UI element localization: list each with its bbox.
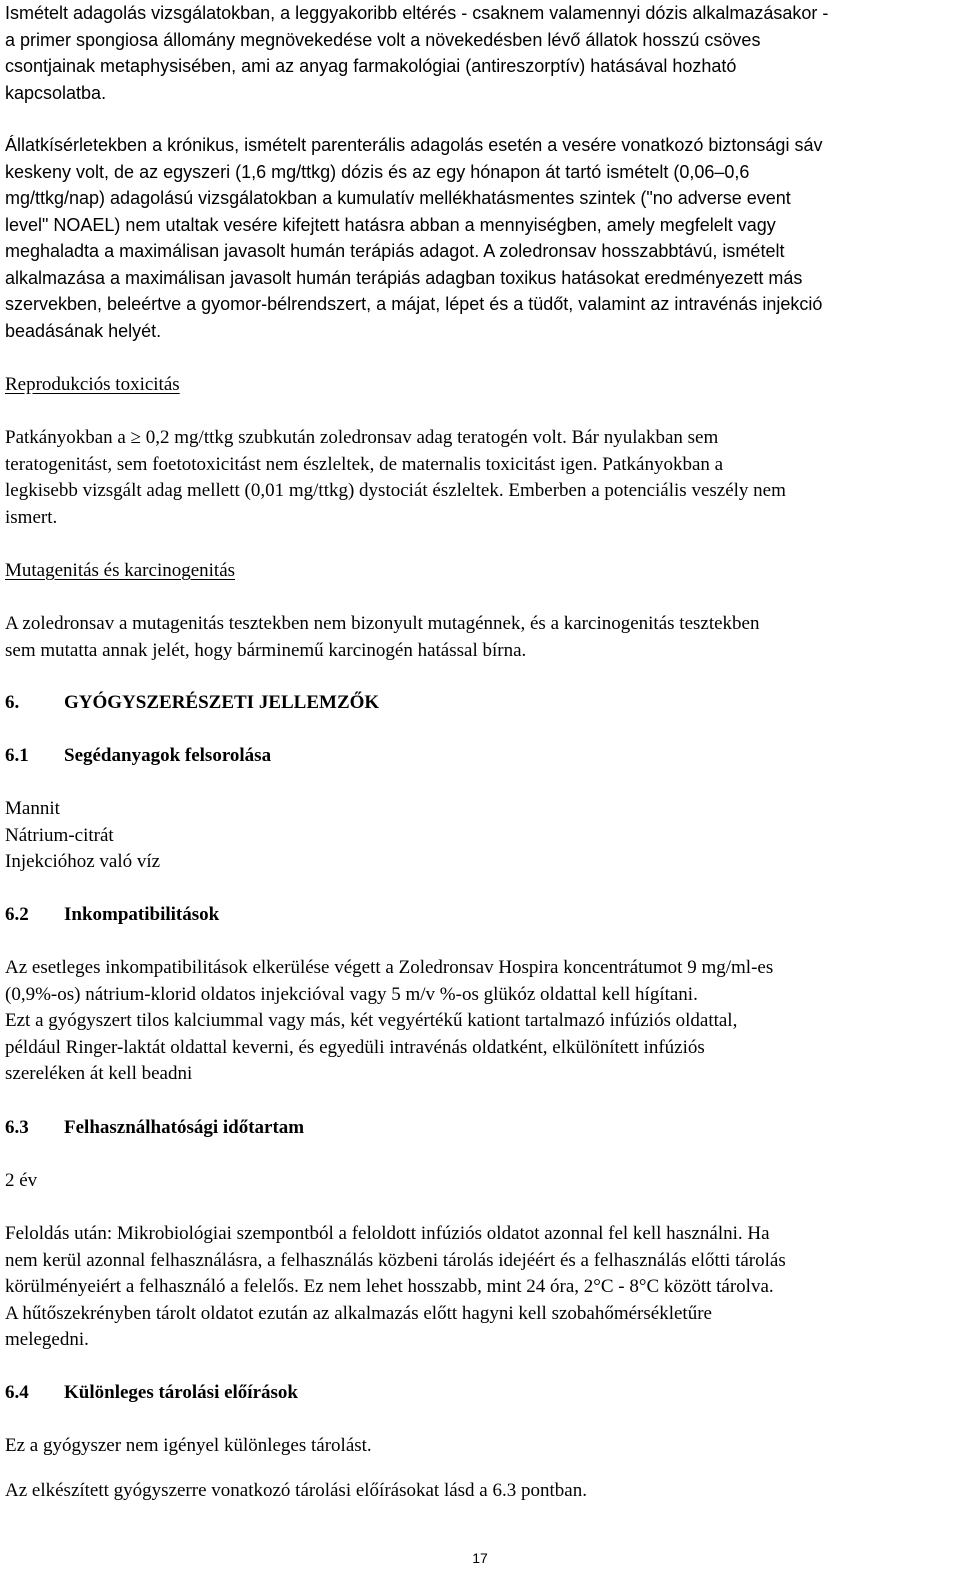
section-number: 6.2 (5, 904, 29, 925)
muta-paragraph (5, 611, 955, 664)
text-line: beadásának helyét. (5, 320, 162, 341)
section-6-heading (5, 690, 955, 717)
section-title: Inkompatibilitások (64, 904, 220, 925)
text-line: meghaladta a maximálisan javasolt humán terápiás adagot. A zoledronsav hosszabbtávú, ismételt (5, 241, 785, 261)
text-line: melegedni. (5, 1329, 89, 1350)
text-line: Ismételt adagolás vizsgálatokban, a leggyakoribb eltérés - csaknem valamennyi dózis alkalmazásakor - (5, 3, 829, 23)
text-line: Patkányokban a ≥ 0,2 mg/ttkg szubkután zoledronsav adag teratogén volt. Bár nyulakban sem (5, 427, 719, 448)
text-line: mg/ttkg/nap) adagolású vizsgálatokban a kumulatív mellékhatásmentes szintek ("no adverse event (5, 188, 791, 208)
text-line: szereléken át kell beadni (5, 1063, 193, 1084)
repro-heading: Reprodukciós toxicitás (5, 374, 180, 395)
text-line: sem mutatta annak jelét, hogy bárminemű karcinogén hatással bírna. (5, 639, 527, 661)
section-6-1-heading (5, 743, 955, 770)
section-title: Különleges tárolási előírások (64, 1382, 298, 1403)
section-number: 6. (5, 692, 20, 713)
text-line: alkalmazása a maximálisan javasolt humán terápiás adagban toxikus hatásokat eredményezett más (5, 267, 803, 288)
text-line: szervekben, beleértve a gyomor-bélrendszert, a májat, lépet és a tüdőt, valamint az intravénás injekció (5, 294, 823, 314)
list-item: Injekcióhoz való víz (5, 851, 161, 872)
text-line: A zoledronsav a mutagenitás tesztekben nem bizonyult mutagénnek, és a karcinogenitás tesztekben (5, 613, 760, 634)
section-6-2-heading (5, 902, 955, 929)
text-line: Ezt a gyógyszert tilos kalciummal vagy más, két vegyértékű kationt tartalmazó infúziós oldattal, (5, 1010, 738, 1031)
text-line: (0,9%-os) nátrium-klorid oldatos injekcióval vagy 5 m/v %-os glükóz oldattal kell hígítani. (5, 983, 698, 1005)
section-6-3-heading (5, 1115, 955, 1142)
shelf-life-value: 2 év (5, 1170, 38, 1191)
intro-paragraph (5, 0, 955, 106)
section-number: 6.1 (5, 745, 29, 766)
text-line: a primer spongiosa állomány megnövekedése volt a növekedésben lévő állatok hosszú csöves (5, 29, 761, 50)
text-line: legkisebb vizsgált adag mellett (0,01 mg/ttkg) dystociát észleltek. Emberben a potenciális veszély nem (5, 480, 786, 501)
reconstitution-paragraph (5, 1221, 955, 1354)
text-line: teratogenitást, sem foetotoxicitást nem észleltek, de maternalis toxicitást igen. Patkányokban a (5, 453, 724, 475)
text-line: keskeny volt, de az egyszeri (1,6 mg/ttkg) dózis és az egy hónapon át tartó ismételt (0,06–0,6 (5, 161, 750, 182)
text-line: körülményeiért a felhasználó a felelős. Ez nem lehet hosszabb, mint 24 óra, 2°C - 8°C között tárolva. (5, 1276, 774, 1297)
storage-paragraph-2: Az elkészített gyógyszerre vonatkozó tárolási előírásokat lásd a 6.3 pontban. (5, 1480, 587, 1501)
text-line: Állatkísérletekben a krónikus, ismételt parenterális adagolás esetén a vesére vonatkozó biztonsági sáv (5, 135, 823, 155)
text-line: A hűtőszekrényben tárolt oldatot ezután az alkalmazás előtt hagyni kell szobahőmérsékletűre (5, 1302, 712, 1324)
animal-study-paragraph (5, 132, 955, 344)
text-line: például Ringer-laktát oldattal keverni, és egyedüli intravénás oldatként, elkülönített infúziós (5, 1036, 705, 1058)
section-number: 6.4 (5, 1382, 29, 1403)
text-line: level" NOAEL) nem utaltak vesére kifejtett hatásra abban a mennyiségben, amely megfelelt vagy (5, 214, 776, 235)
section-6-4-heading (5, 1380, 955, 1407)
section-title: GYÓGYSZERÉSZETI JELLEMZŐK (64, 692, 380, 713)
section-title: Felhasználhatósági időtartam (64, 1117, 305, 1138)
muta-heading: Mutagenitás és karcinogenitás (5, 560, 236, 581)
text-line: Feloldás után: Mikrobiológiai szempontból a feloldott infúziós oldatot azonnal fel kell használni. Ha (5, 1223, 770, 1244)
text-line: Az esetleges inkompatibilitások elkerülése végett a Zoledronsav Hospira koncentrátumot 9 mg/ml-es (5, 957, 774, 978)
text-line: nem kerül azonnal felhasználásra, a felhasználás közbeni tárolás idejéért és a felhasználás előtti tárolás (5, 1249, 786, 1271)
section-title: Segédanyagok felsorolása (64, 745, 272, 766)
incompatibility-paragraph (5, 955, 955, 1088)
text-line: csontjainak metaphysisében, ami az anyag farmakológiai (antireszorptív) hatásával hozható (5, 56, 737, 76)
list-item: Nátrium-citrát (5, 824, 114, 846)
text-line: kapcsolatba. (5, 82, 107, 103)
list-item: Mannit (5, 798, 60, 819)
excipients-list (5, 796, 955, 876)
repro-paragraph (5, 425, 955, 531)
storage-paragraph-1: Ez a gyógyszer nem igényel különleges tárolást. (5, 1435, 372, 1456)
section-number: 6.3 (5, 1117, 29, 1138)
page-number: 17 (472, 1550, 488, 1566)
text-line: ismert. (5, 506, 58, 528)
